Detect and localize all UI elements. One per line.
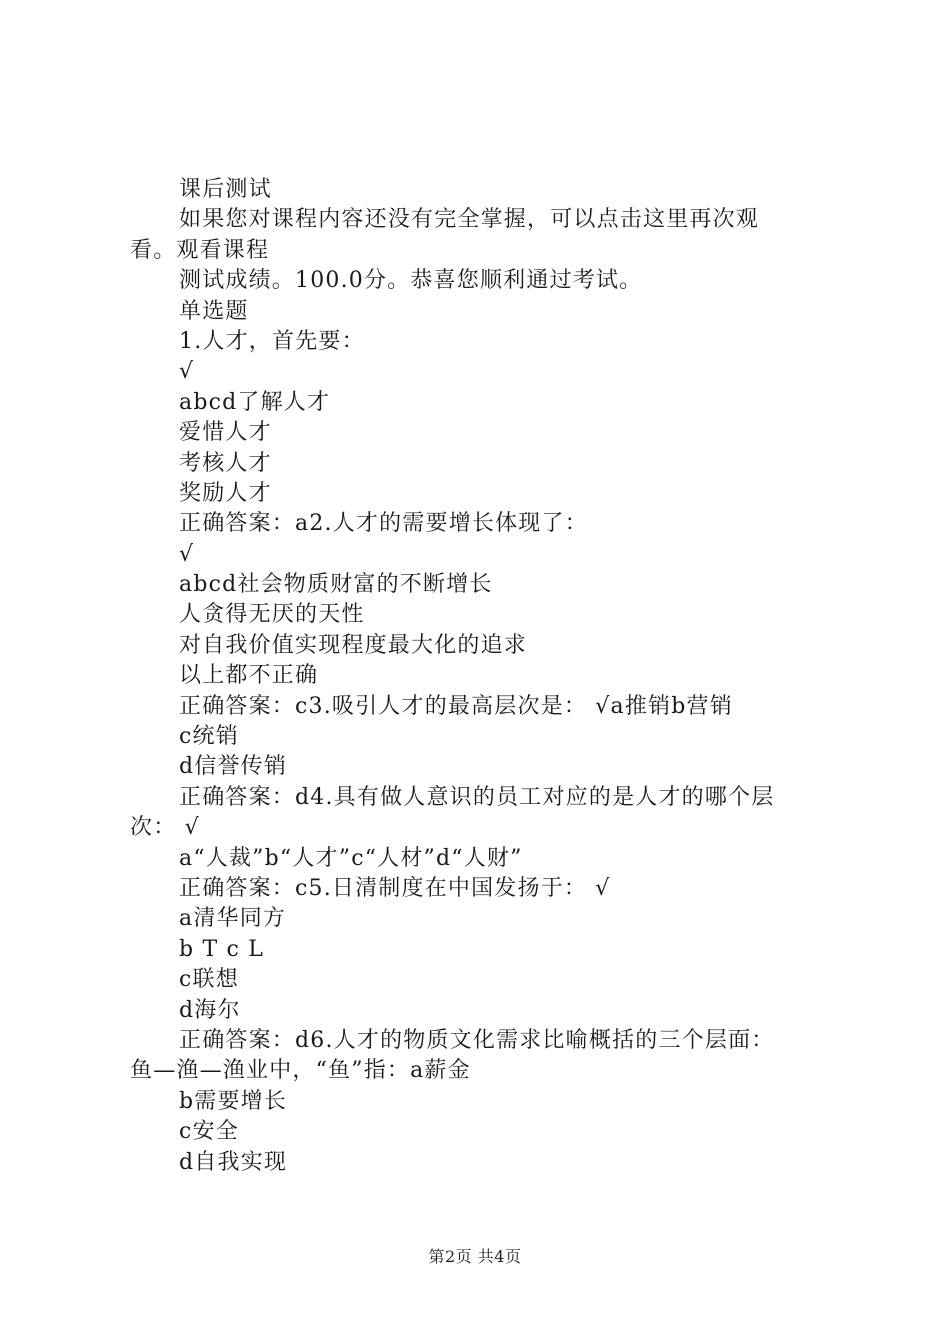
- text-line: abcd社会物质财富的不断增长: [179, 572, 493, 598]
- text-line: 正确答案：a2.人才的需要增长体现了：: [179, 511, 588, 537]
- text-line: b需要增长: [179, 1088, 288, 1114]
- text-line: 测试成绩。100.0分。恭喜您顺利通过考试。: [179, 268, 643, 294]
- text-line: 以上都不正确: [179, 663, 319, 689]
- page-footer: 第2页 共4页: [428, 1247, 522, 1266]
- text-line: 单选题: [179, 298, 249, 324]
- text-line: d海尔: [179, 997, 241, 1023]
- text-line: c联想: [179, 967, 239, 993]
- text-line: 鱼—渔—渔业中，“鱼”指：a薪金: [130, 1058, 471, 1084]
- text-line: d信誉传销: [179, 754, 288, 780]
- text-line: 如果您对课程内容还没有完全掌握，可以点击这里再次观: [179, 207, 760, 233]
- text-line: 1.人才，首先要：: [179, 328, 365, 354]
- text-line: d自我实现: [179, 1149, 288, 1175]
- text-line: a清华同方: [179, 906, 287, 932]
- text-line: 奖励人才: [179, 480, 272, 506]
- text-line: 正确答案：d6.人才的物质文化需求比喻概括的三个层面：: [179, 1027, 775, 1053]
- text-line: √: [179, 541, 195, 567]
- text-line: 看。观看课程: [130, 237, 270, 263]
- text-line: 考核人才: [179, 450, 272, 476]
- text-line: a“人裁”b“人才”c“人材”d“人财”: [179, 845, 523, 871]
- text-line: 人贪得无厌的天性: [179, 602, 365, 628]
- text-line: 正确答案：c5.日清制度在中国发扬于： √: [179, 875, 611, 901]
- text-line: 课后测试: [179, 177, 272, 202]
- text-line: 正确答案：c3.吸引人才的最高层次是： √a推销b营销: [179, 693, 733, 719]
- text-line: c安全: [179, 1119, 239, 1145]
- text-line: 正确答案：d4.具有做人意识的员工对应的是人才的哪个层: [179, 784, 775, 810]
- text-line: abcd了解人才: [179, 389, 331, 415]
- text-line: 爱惜人才: [179, 420, 272, 446]
- text-line: 对自我价值实现程度最大化的追求: [179, 632, 528, 658]
- document-body: [130, 175, 830, 1178]
- text-line: b T c L: [179, 936, 265, 962]
- text-line: √: [179, 359, 195, 385]
- text-line: c统销: [179, 724, 239, 750]
- text-line: 次： √: [130, 815, 200, 841]
